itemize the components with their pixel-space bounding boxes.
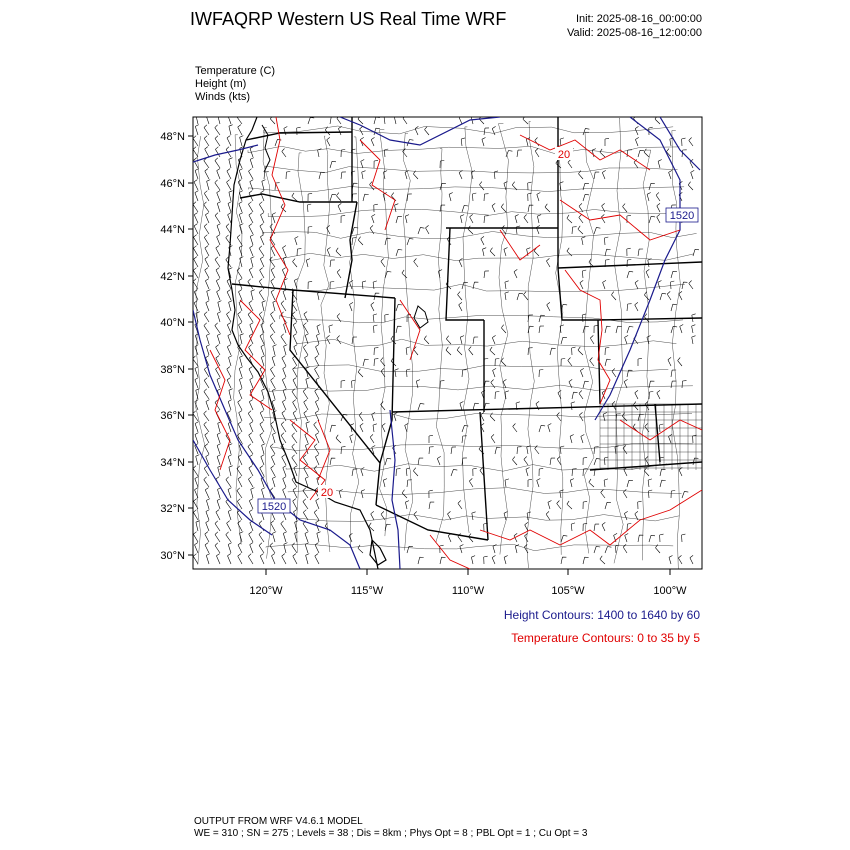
lon-tick-label: 105°W bbox=[551, 585, 585, 597]
init-time: Init: 2025-08-16_00:00:00 bbox=[576, 13, 702, 25]
height-contour-legend: Height Contours: 1400 to 1640 by 60 bbox=[503, 608, 700, 622]
variable-height: Height (m) bbox=[195, 78, 247, 90]
lat-tick-label: 32°N bbox=[160, 503, 185, 515]
model-info-line2: WE = 310 ; SN = 275 ; Levels = 38 ; Dis = 8km ; Phys Opt = 8 ; PBL Opt = 1 ; Cu Opt = 3 bbox=[194, 828, 588, 839]
height-label-east-text: 1520 bbox=[669, 210, 695, 222]
valid-time: Valid: 2025-08-16_12:00:00 bbox=[567, 27, 702, 39]
lat-tick-label: 40°N bbox=[160, 317, 185, 329]
lon-tick-label: 110°W bbox=[451, 585, 485, 597]
latitude-axis bbox=[160, 131, 193, 562]
height-label-west bbox=[258, 499, 290, 513]
lat-tick-label: 48°N bbox=[160, 131, 185, 143]
temp-label-south bbox=[318, 485, 336, 499]
temp-label-north bbox=[555, 147, 573, 161]
lat-tick-label: 46°N bbox=[160, 178, 185, 190]
lat-tick-label: 30°N bbox=[160, 550, 185, 562]
lat-tick-label: 44°N bbox=[160, 224, 185, 236]
longitude-axis bbox=[249, 569, 687, 597]
lon-tick-label: 115°W bbox=[350, 585, 384, 597]
temp-label-north-text: 20 bbox=[557, 149, 571, 161]
lat-tick-label: 38°N bbox=[160, 364, 185, 376]
model-info-line1: OUTPUT FROM WRF V4.6.1 MODEL bbox=[194, 816, 363, 827]
temp-label-south-text: 20 bbox=[320, 487, 334, 499]
temperature-contour-legend: Temperature Contours: 0 to 35 by 5 bbox=[511, 631, 700, 645]
lon-tick-label: 100°W bbox=[653, 585, 687, 597]
height-label-east bbox=[666, 208, 698, 222]
plot-title: IWFAQRP Western US Real Time WRF bbox=[190, 9, 507, 29]
height-label-west-text: 1520 bbox=[261, 501, 287, 513]
lat-tick-label: 36°N bbox=[160, 410, 185, 422]
variable-winds: Winds (kts) bbox=[195, 91, 250, 103]
lat-tick-label: 42°N bbox=[160, 271, 185, 283]
lat-tick-label: 34°N bbox=[160, 457, 185, 469]
variable-temperature: Temperature (C) bbox=[195, 65, 276, 77]
lon-tick-label: 120°W bbox=[249, 585, 283, 597]
